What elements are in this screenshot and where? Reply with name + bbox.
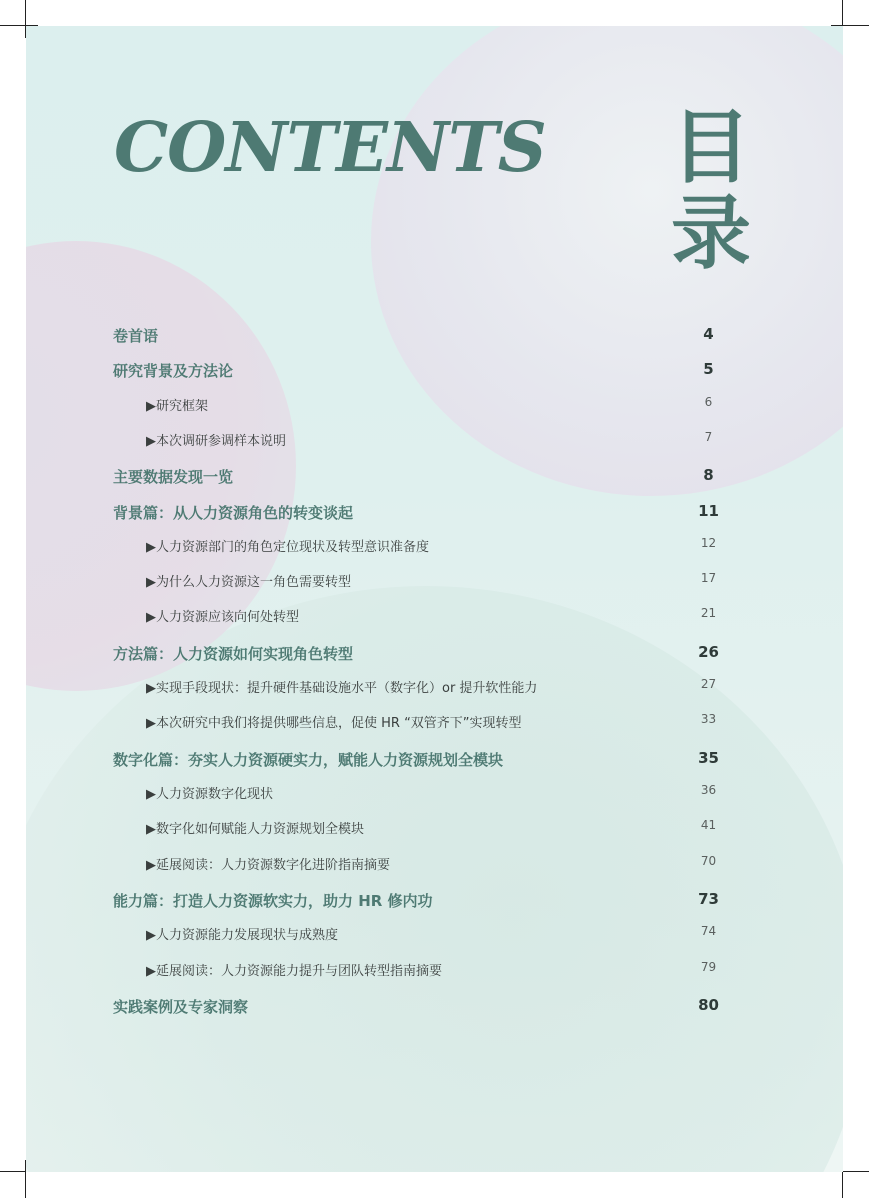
toc-page-number: 4	[703, 325, 714, 343]
toc-entry-title: ▶人力资源能力发展现状与成熟度	[146, 928, 338, 943]
toc-entry-title: ▶本次研究中我们将提供哪些信息，促使 HR “双管齐下”实现转型	[146, 716, 522, 731]
toc-section-entry[interactable]	[26, 854, 843, 878]
toc-page-number: 6	[704, 395, 713, 409]
toc-entry-title: ▶本次调研参调样本说明	[146, 434, 286, 449]
toc-page-number: 73	[698, 890, 719, 908]
toc-chapter-entry[interactable]	[26, 643, 843, 667]
toc-section-entry[interactable]	[26, 677, 843, 701]
toc-chapter-entry[interactable]	[26, 360, 843, 384]
toc-entry-title: 数字化篇：夯实人力资源硬实力，赋能人力资源规划全模块	[113, 751, 504, 769]
toc-page-number: 5	[703, 360, 714, 378]
toc-page-number: 26	[698, 643, 719, 661]
toc-entry-title: ▶人力资源部门的角色定位现状及转型意识准备度	[146, 540, 429, 555]
toc-entry-title: ▶数字化如何赋能人力资源规划全模块	[146, 822, 364, 837]
toc-entry-title: ▶实现手段现状：提升硬件基础设施水平（数字化）or 提升软性能力	[146, 681, 538, 696]
toc-page-number: 70	[700, 854, 717, 868]
toc-page-number: 79	[700, 960, 717, 974]
toc-chapter-entry[interactable]	[26, 890, 843, 914]
toc-entry-title: ▶延展阅读：人力资源数字化进阶指南摘要	[146, 858, 390, 873]
toc-section-entry[interactable]	[26, 606, 843, 630]
toc-page-number: 33	[700, 712, 717, 726]
toc-chapter-entry[interactable]	[26, 502, 843, 526]
toc-entry-title: 卷首语	[113, 327, 159, 345]
contents-heading: CONTENTS	[114, 108, 546, 188]
toc-entry-title: ▶为什么人力资源这一角色需要转型	[146, 575, 351, 590]
toc-page-number: 27	[700, 677, 717, 691]
toc-page-number: 74	[700, 924, 717, 938]
toc-page-number: 80	[698, 996, 719, 1014]
toc-entry-title: 背景篇：从人力资源角色的转变谈起	[113, 504, 354, 522]
toc-page-number: 12	[700, 536, 717, 550]
toc-section-entry[interactable]	[26, 960, 843, 984]
toc-entry-title: 研究背景及方法论	[113, 362, 234, 380]
toc-section-entry[interactable]	[26, 924, 843, 948]
toc-page-number: 21	[700, 606, 717, 620]
toc-page-number: 8	[703, 466, 714, 484]
toc-entry-title: 方法篇：人力资源如何实现角色转型	[113, 645, 354, 663]
table-of-contents	[26, 26, 843, 1172]
toc-chapter-entry[interactable]	[26, 996, 843, 1020]
toc-entry-title: ▶研究框架	[146, 399, 208, 414]
toc-section-entry[interactable]	[26, 712, 843, 736]
toc-chapter-entry[interactable]	[26, 466, 843, 490]
toc-chapter-entry[interactable]	[26, 325, 843, 349]
toc-page-number: 17	[700, 571, 717, 585]
toc-page-number: 11	[698, 502, 719, 520]
mulu-char: 录	[671, 186, 751, 280]
toc-entry-title: 能力篇：打造人力资源软实力，助力 HR 修内功	[113, 892, 433, 910]
toc-page-number: 36	[700, 783, 717, 797]
toc-page-number: 7	[704, 430, 713, 444]
toc-section-entry[interactable]	[26, 818, 843, 842]
toc-section-entry[interactable]	[26, 430, 843, 454]
toc-section-entry[interactable]	[26, 536, 843, 560]
toc-entry-title: ▶延展阅读：人力资源能力提升与团队转型指南摘要	[146, 964, 442, 979]
toc-section-entry[interactable]	[26, 571, 843, 595]
toc-page-number: 35	[698, 749, 719, 767]
toc-entry-title: 主要数据发现一览	[113, 468, 234, 486]
toc-chapter-entry[interactable]	[26, 749, 843, 773]
contents-page	[26, 26, 843, 1172]
toc-section-entry[interactable]	[26, 395, 843, 419]
toc-page-number: 41	[700, 818, 717, 832]
toc-entry-title: ▶人力资源应该向何处转型	[146, 610, 299, 625]
mulu-char: 目	[671, 100, 751, 194]
toc-entry-title: 实践案例及专家洞察	[113, 998, 249, 1016]
toc-section-entry[interactable]	[26, 783, 843, 807]
toc-entry-title: ▶人力资源数字化现状	[146, 787, 273, 802]
